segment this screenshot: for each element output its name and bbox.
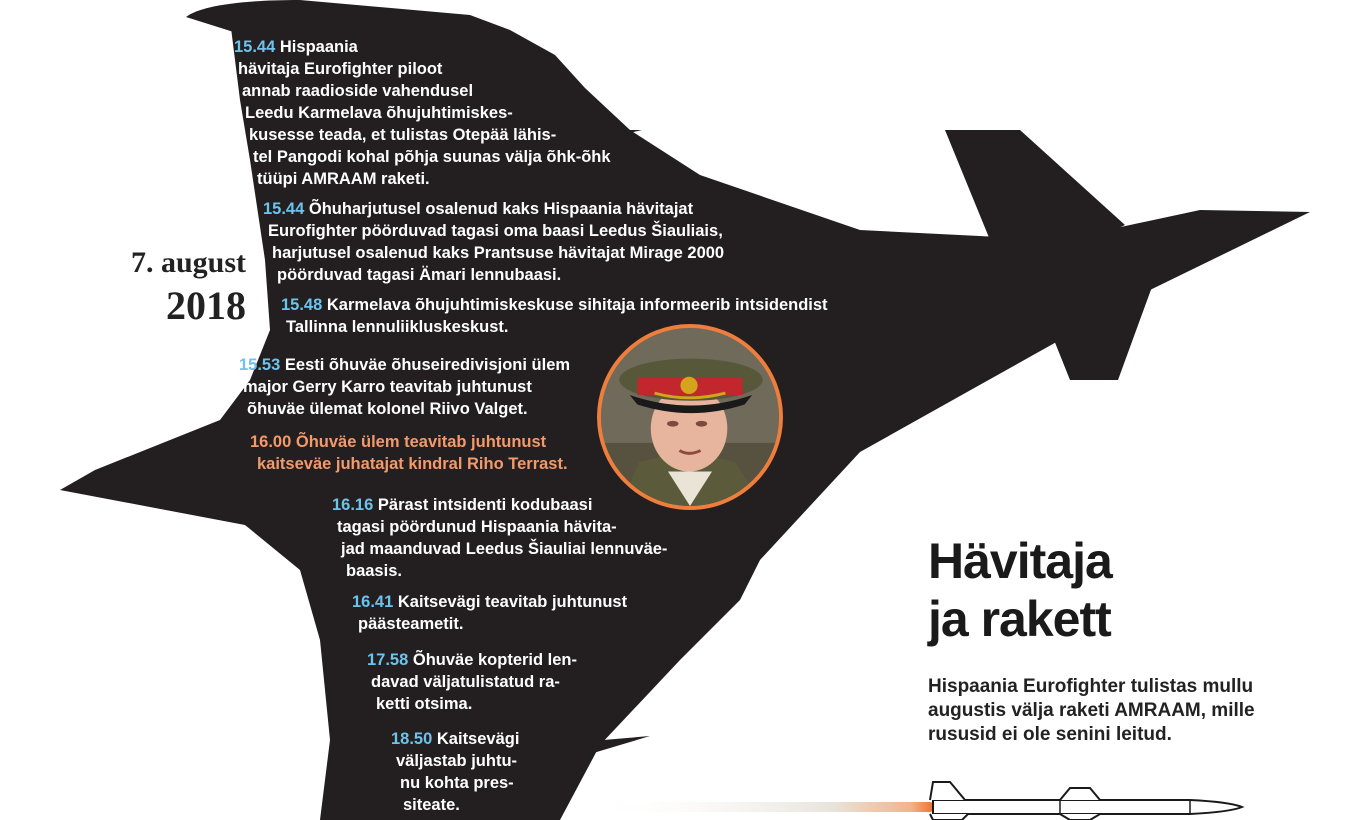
date-year: 2018 — [166, 283, 246, 328]
missile-fin-mid-top — [1060, 788, 1100, 800]
timeline-entry: 15.53 Eesti õhuväe õhuseiredivisjoni ülem major Gerry Karro teavitab juhtunust õhuväe ülemat kolonel Riivo Valget. — [239, 356, 571, 418]
jet-stabilizer — [1050, 262, 1160, 380]
timeline-time: 16.16 — [332, 496, 374, 514]
jet-tail-fin — [945, 130, 1125, 250]
timeline-entry-highlight: 16.00 Õhuväe ülem teavitab juhtunust kaitseväe juhatajat kindral Riho Terrast. — [250, 433, 568, 473]
timeline-time: 16.41 — [352, 593, 394, 611]
exhaust-trail — [590, 802, 935, 812]
timeline-entry: 17.58 Õhuväe kopterid len- davad väljatulistatud ra- ketti otsima. — [367, 651, 578, 713]
missile-fin-mid-bottom — [1060, 814, 1100, 820]
timeline-time: 15.53 — [239, 356, 281, 374]
headline — [928, 532, 1112, 648]
timeline-time: 18.50 — [391, 730, 433, 748]
portrait-photo — [597, 324, 783, 510]
date-day: 7. august — [130, 246, 246, 279]
timeline-entry: 15.48 Karmelava õhujuhtimiskeskuse sihitaja informeerib intsidendist Tallinna lennuliikluskeskust. — [281, 296, 828, 336]
subtitle-line-1: Hispaania Eurofighter tulistas mullu — [928, 676, 1254, 697]
officer-portrait-illustration — [601, 328, 779, 506]
timeline-entry: 16.16 Pärast intsidenti kodubaasi tagasi pöördunud Hispaania hävita- jad maanduvad Leedus Šiauliai lennuväe- baasis. — [332, 496, 668, 580]
timeline-entry: 15.44 Õhuharjutusel osalenud kaks Hispaania hävitajat Eurofighter pöörduvad tagasi oma baasi Leedus Šiauliais, harjutusel osalenud kaks Prantsuse hävitajat Mirage 2000 pöörduvad tagasi Ämari lennubaasi. — [263, 200, 725, 284]
timeline-entry: 15.44 Hispaania hävitaja Eurofighter piloot annab raadioside vahendusel Leedu Karmelava õhujuhtimiskes- kusesse teada, et tulistas Otepää lähis- tel Pangodi kohal põhja suunas välja õhk-õhk tüüpi AMRAAM raketi. — [234, 38, 611, 188]
subtitle-line-3: rususid ei ole senini leitud. — [928, 724, 1172, 745]
timeline-entry: 18.50 Kaitsevägi väljastab juhtu- nu kohta pres- siteate. — [391, 730, 520, 814]
missile-fin-rear-bottom — [930, 814, 968, 820]
subtitle — [928, 675, 1308, 747]
amraam-missile-illustration — [590, 776, 1250, 820]
timeline-time: 17.58 — [367, 651, 409, 669]
timeline-time: 15.44 — [263, 200, 305, 218]
headline-line-1: Hävitaja — [928, 533, 1112, 589]
headline-line-2: ja rakett — [928, 591, 1111, 647]
missile-body — [933, 800, 1242, 814]
missile-fin-rear-top — [930, 782, 965, 800]
timeline-entry: 16.41 Kaitsevägi teavitab juhtunust päästeametit. — [352, 593, 628, 633]
timeline-time: 15.44 — [234, 38, 276, 56]
timeline-time: 15.48 — [281, 296, 323, 314]
timeline-time: 16.00 — [250, 433, 292, 451]
subtitle-line-2: augustis välja raketi AMRAAM, mille — [928, 700, 1255, 721]
